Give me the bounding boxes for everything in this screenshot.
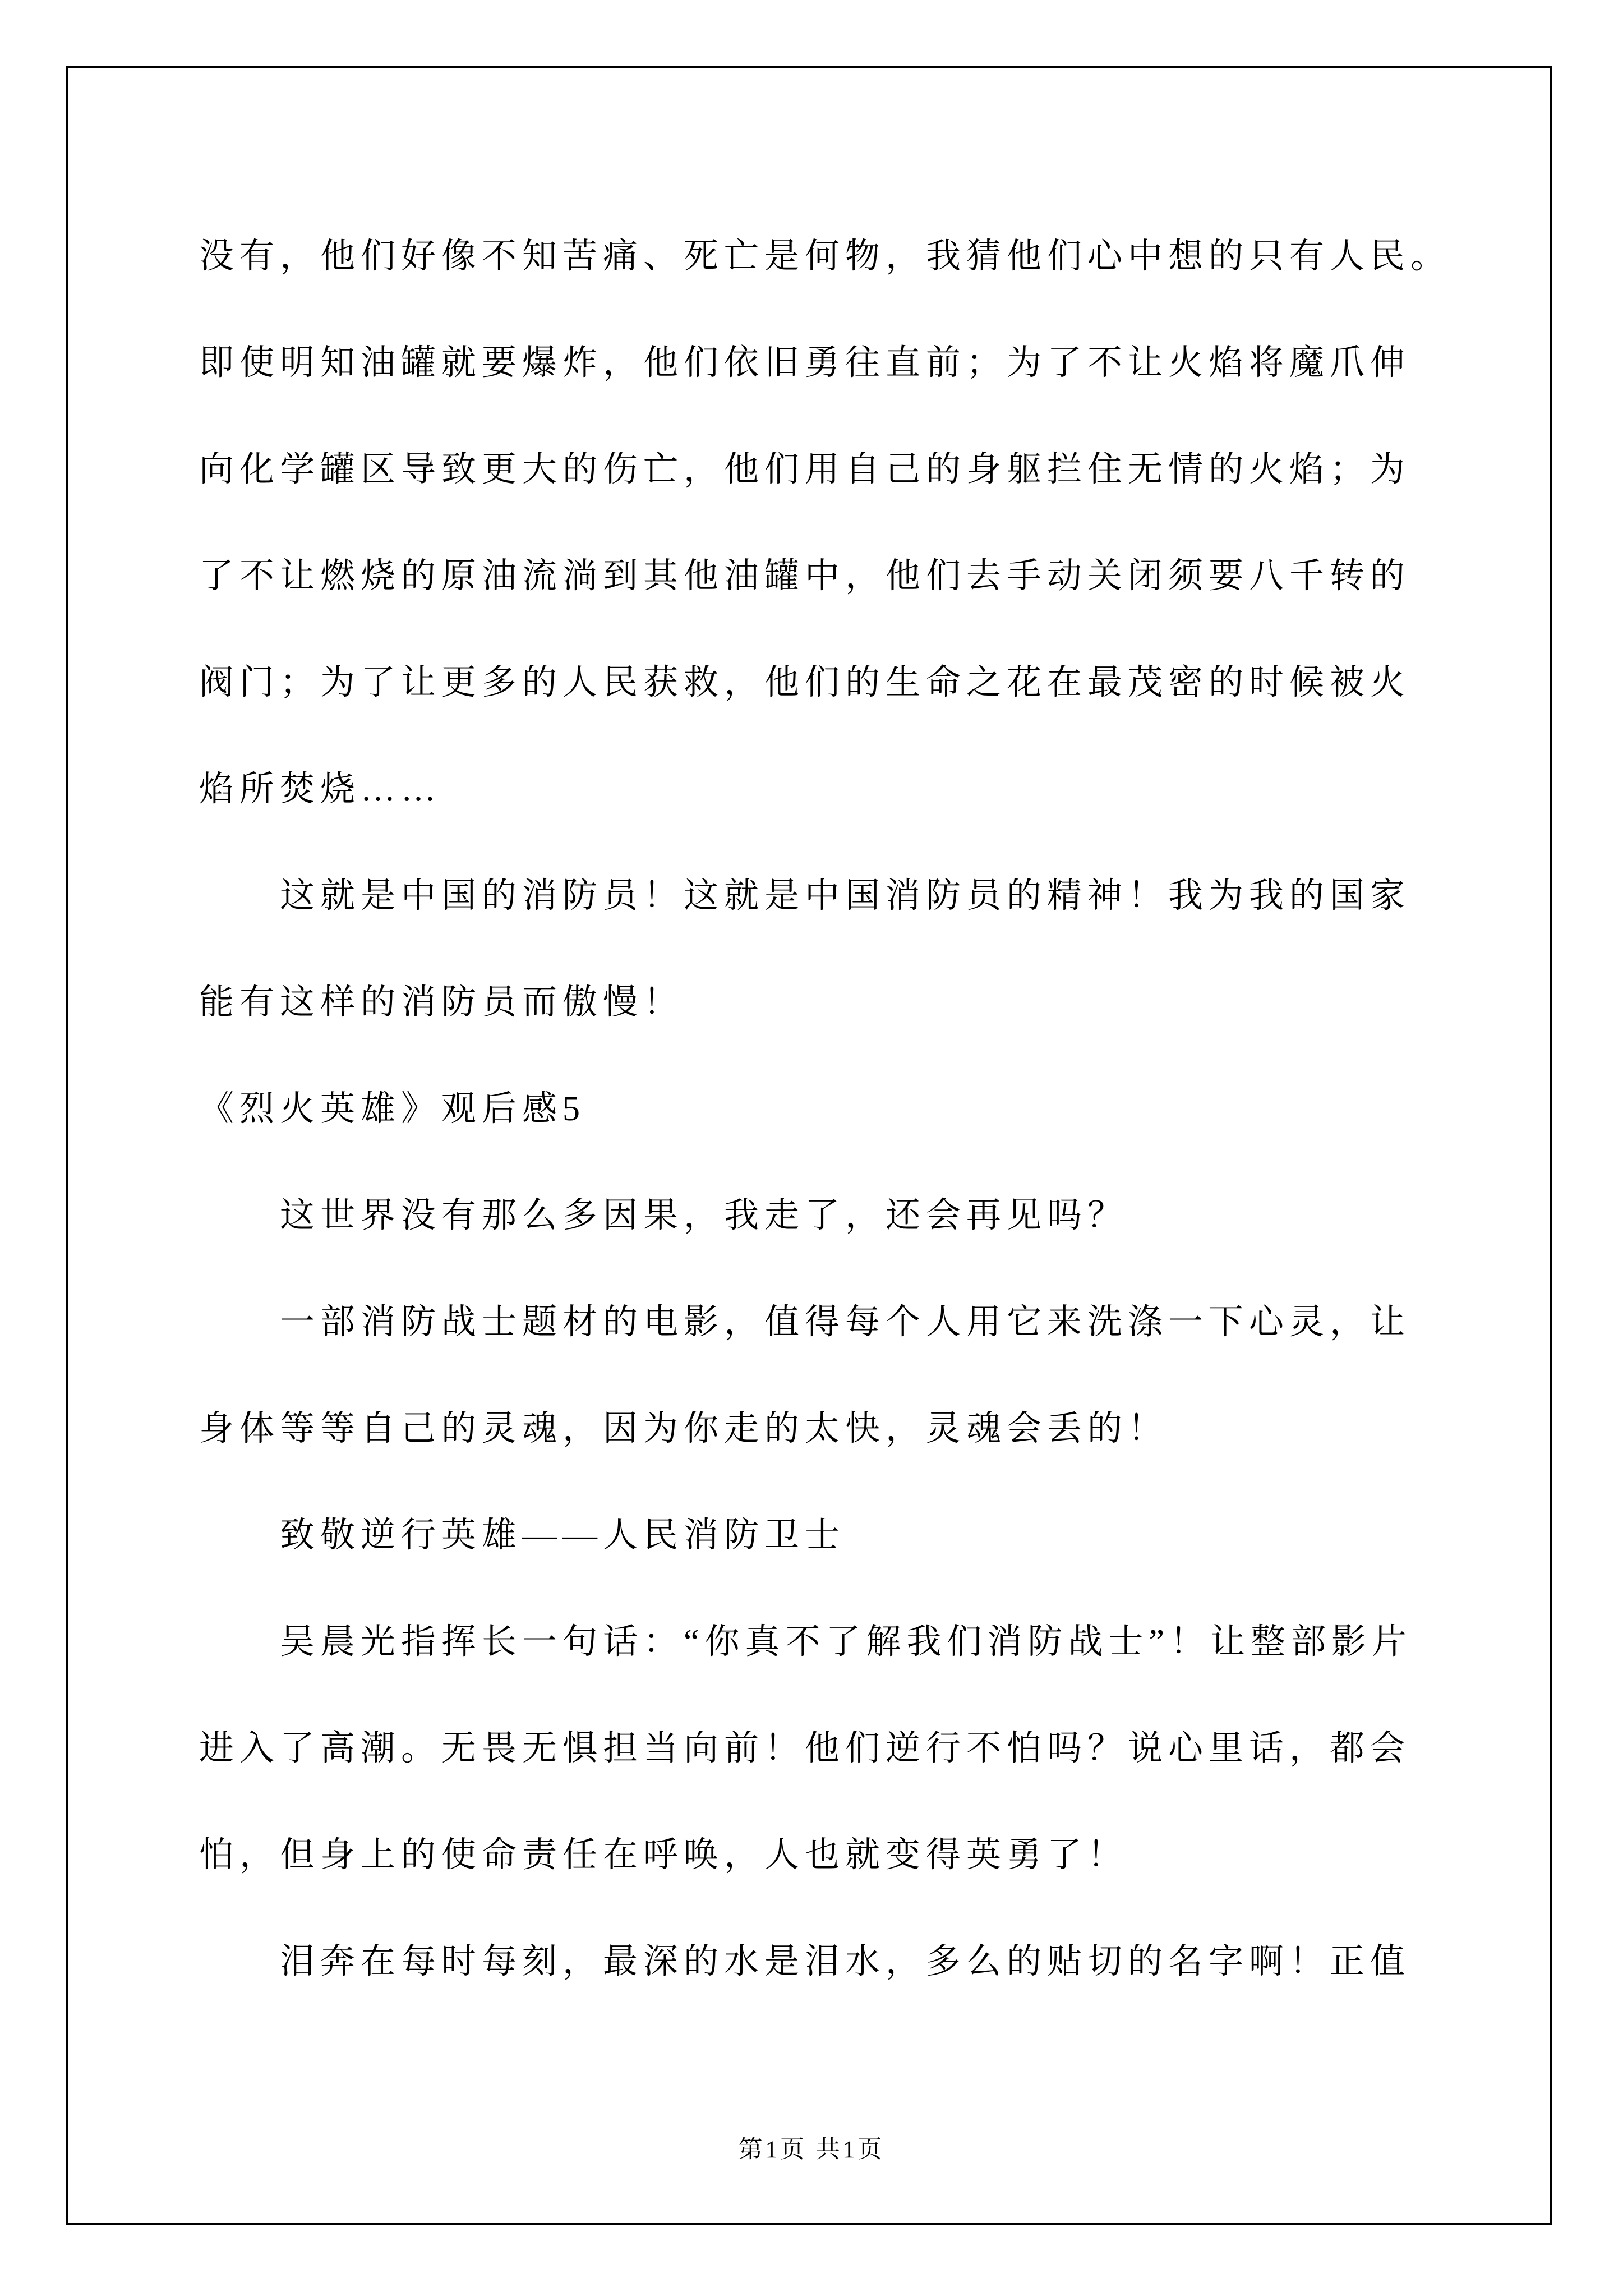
section-heading: 《烈火英雄》观后感5 xyxy=(199,1090,586,1128)
text-line: 没有，他们好像不知苦痛、死亡是何物，我猜他们心中想的只有人民。 xyxy=(199,237,1451,275)
text-line: 焰所焚烧…… xyxy=(199,770,442,808)
text-line: 泪奔在每时每刻，最深的水是泪水，多么的贴切的名字啊！正值 xyxy=(280,1943,1411,1981)
text-line: 吴晨光指挥长一句话：“你真不了解我们消防战士”！让整部影片 xyxy=(280,1623,1413,1661)
text-line: 这世界没有那么多因果，我走了，还会再见吗？ xyxy=(280,1197,1128,1235)
text-line: 怕，但身上的使命责任在呼唤，人也就变得英勇了！ xyxy=(199,1836,1128,1874)
text-line: 即使明知油罐就要爆炸，他们依旧勇往直前；为了不让火焰将魔爪伸 xyxy=(199,344,1411,382)
text-line: 这就是中国的消防员！这就是中国消防员的精神！我为我的国家 xyxy=(280,877,1411,915)
text-line: 一部消防战士题材的电影，值得每个人用它来洗涤一下心灵，让 xyxy=(280,1303,1411,1341)
text-line: 致敬逆行英雄——人民消防卫士 xyxy=(280,1516,846,1554)
text-line: 向化学罐区导致更大的伤亡，他们用自己的身躯拦住无情的火焰；为 xyxy=(199,450,1411,489)
text-line: 阀门；为了让更多的人民获救，他们的生命之花在最茂密的时候被火 xyxy=(199,664,1411,702)
text-line: 进入了高潮。无畏无惧担当向前！他们逆行不怕吗？说心里话，都会 xyxy=(199,1729,1411,1768)
document-body xyxy=(199,203,1455,2015)
text-line: 了不让燃烧的原油流淌到其他油罐中，他们去手动关闭须要八千转的 xyxy=(199,557,1411,595)
text-line: 身体等等自己的灵魂，因为你走的太快，灵魂会丢的！ xyxy=(199,1410,1169,1448)
text-line: 能有这样的消防员而傲慢！ xyxy=(199,983,684,1022)
page-number-footer: 第1页 共1页 xyxy=(738,2137,885,2163)
